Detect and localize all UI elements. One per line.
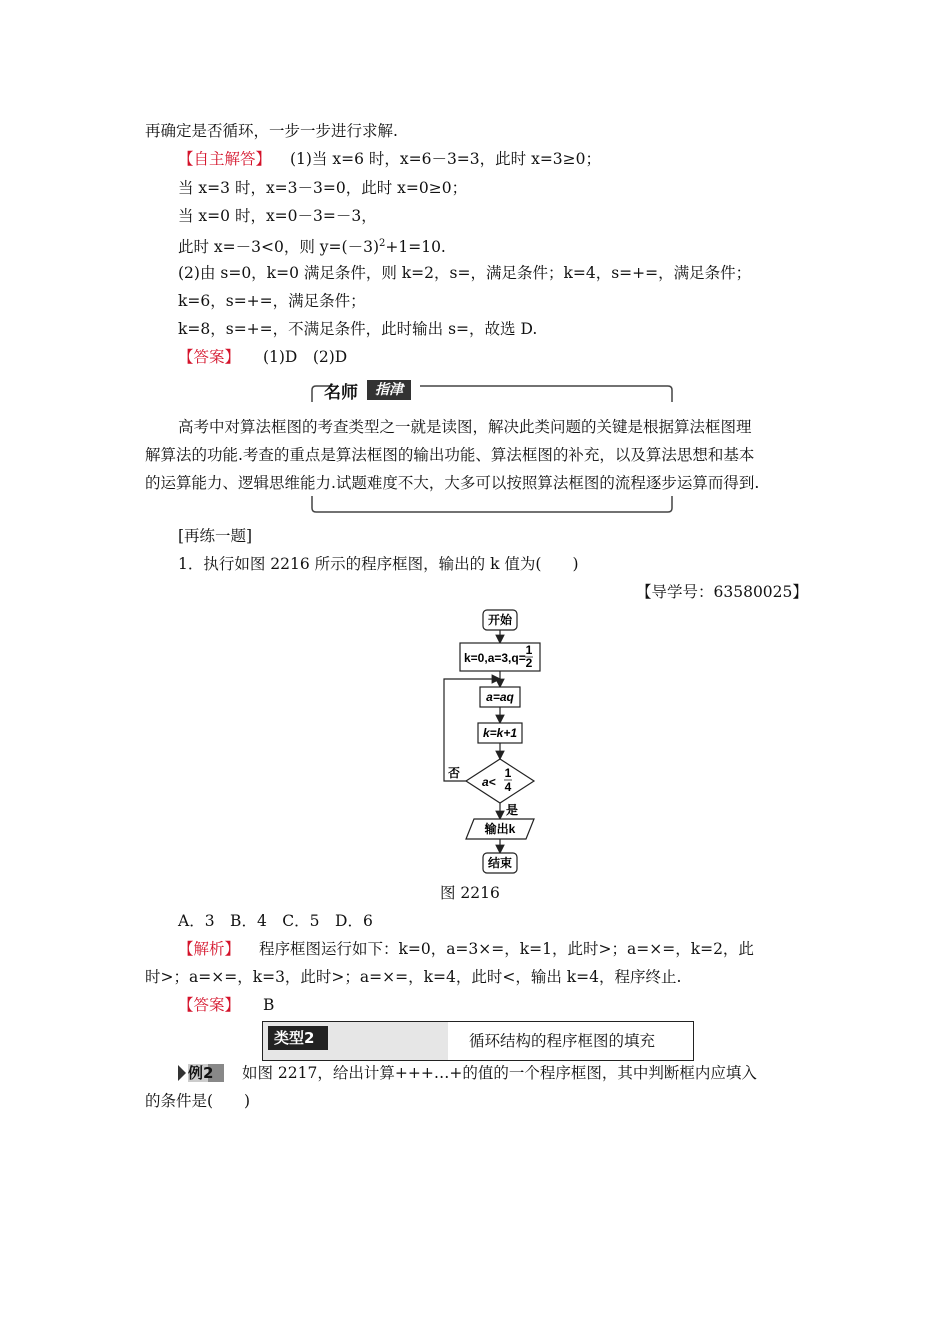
text-line: 再确定是否循环，一步一步进行求解. — [145, 122, 398, 140]
text-fragment: 此时 x=－3<0，则 y=(－3) — [178, 238, 379, 257]
step-a-label: a=aq — [486, 690, 514, 704]
solution-text: (1)当 x=6 时，x=6－3=3，此时 x=3≥0； — [289, 150, 602, 168]
no-label: 否 — [448, 766, 461, 780]
answer-tag: 【答案】 — [178, 996, 241, 1014]
teacher-text: 高考中对算法框图的考查类型之一就是读图，解决此类问题的关键是根据算法框图理 — [178, 418, 752, 436]
analysis-text: 程序框图运行如下：k=0，a=3×=，k=1，此时>；a=×=，k=2，此 — [258, 940, 754, 958]
teacher-text: 解算法的功能.考查的重点是算法框图的输出功能、算法框图的补充，以及算法思想和基本 — [145, 446, 755, 464]
practice-title: [再练一题] — [178, 527, 253, 545]
decision-node — [466, 759, 534, 803]
self-answer-tag: 【自主解答】 — [178, 150, 272, 168]
answer-tag: 【答案】 — [178, 348, 241, 366]
text-line: 当 x=0 时，x=0－3=－3， — [178, 207, 377, 225]
answer-options: A．3 B．4 C．5 D．6 — [178, 912, 373, 930]
type-2-title: 循环结构的程序框图的填充 — [469, 1032, 656, 1050]
step-k-label: k=k+1 — [482, 726, 518, 740]
answer-line — [178, 346, 347, 368]
teacher-text: 的运算能力、逻辑思维能力.试题难度不大，大多可以按照算法框图的流程逐步运算而得到. — [145, 474, 760, 492]
guidance-label: 指津 — [367, 380, 411, 400]
solution-line — [178, 148, 601, 170]
yes-label: 是 — [506, 803, 519, 817]
analysis-tag: 【解析】 — [178, 940, 241, 958]
example-2-text-2: 的条件是( ) — [145, 1092, 251, 1110]
type-2-badge: 类型2 — [268, 1026, 328, 1050]
type-2-header — [262, 1021, 694, 1061]
end-label: 结束 — [487, 856, 513, 870]
text-line: k=6，s=+=，满足条件； — [178, 292, 366, 310]
decision-label: a< — [482, 775, 496, 789]
example-2-text: 如图 2217，给出计算+++…+的值的一个程序框图，其中判断框内应填入 — [242, 1064, 757, 1082]
superscript: 2 — [379, 238, 386, 249]
answer-text: B — [262, 996, 275, 1014]
text-line: (2)由 s=0，k=0 满足条件，则 k=2，s=，满足条件；k=4，s=+=，满足条件； — [178, 264, 752, 282]
analysis-line — [178, 938, 754, 960]
teacher-label: 名师 — [324, 383, 358, 403]
figure-caption: 图 2216 — [440, 884, 500, 902]
text-line: k=8，s=+=，不满足条件，此时输出 s=，故选 D. — [178, 320, 538, 338]
output-label: 输出k — [484, 822, 516, 836]
example-2-badge: 例2 — [188, 1064, 214, 1082]
question-1: 1．执行如图 2216 所示的程序框图，输出的 k 值为( ) — [178, 555, 579, 573]
analysis-text-2: 时>；a=×=，k=3，此时>；a=×=，k=4，此时<，输出 k=4，程序终止. — [145, 968, 682, 986]
init-frac-num: 1 — [525, 643, 533, 657]
answer-text: (1)D (2)D — [262, 348, 348, 366]
text-fragment: +1=10. — [385, 238, 446, 257]
text-line: 当 x=3 时，x=3－3=0，此时 x=0≥0； — [178, 179, 468, 197]
text-line — [178, 233, 446, 258]
guide-number: 【导学号：63580025】 — [636, 583, 808, 601]
decision-frac-num: 1 — [504, 766, 512, 780]
init-label: k=0,a=3,q= — [464, 651, 526, 665]
decision-frac-den: 4 — [504, 780, 512, 794]
start-label: 开始 — [487, 613, 513, 627]
program-flowchart — [430, 605, 580, 880]
init-frac-den: 2 — [525, 656, 533, 670]
answer-line — [178, 994, 274, 1016]
